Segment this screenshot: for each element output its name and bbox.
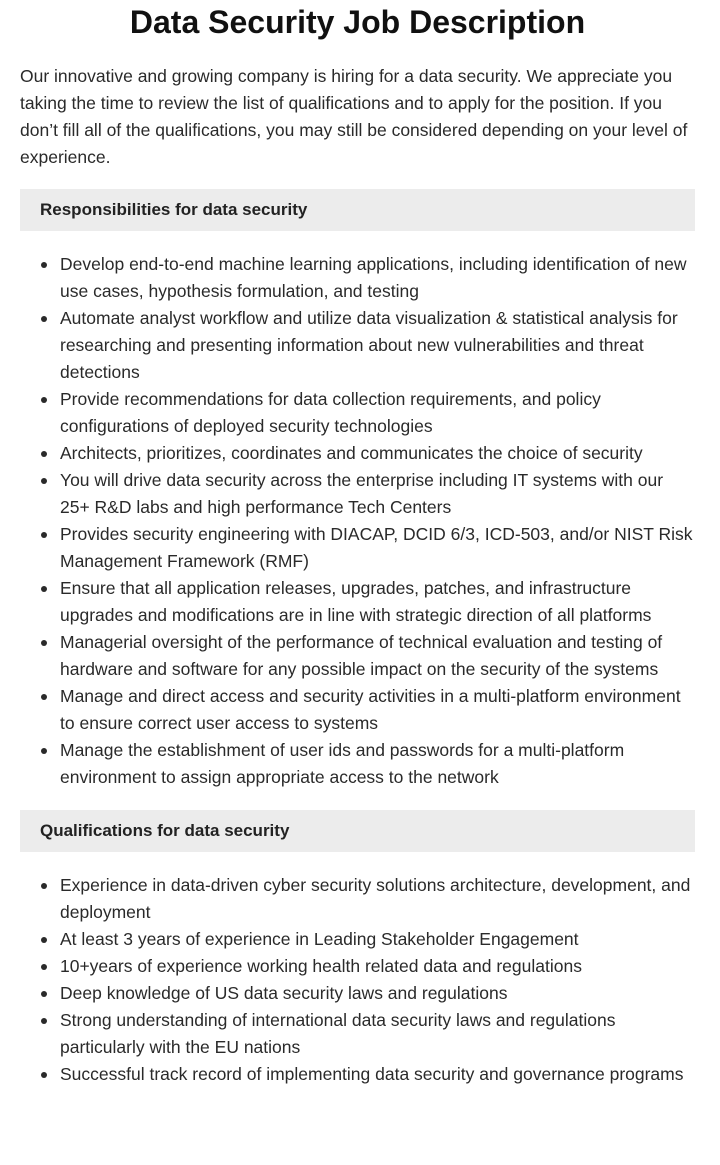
- list-item-text: Develop end-to-end machine learning applications, including identification of new use cases, hypothesis formulation, and testing: [60, 254, 687, 301]
- list-item-text: Provide recommendations for data collection requirements, and policy configurations of deployed security technologies: [60, 389, 601, 436]
- bullet-icon: [41, 316, 47, 322]
- bullet-icon: [41, 694, 47, 700]
- bullet-icon: [41, 964, 47, 970]
- list-item-text: Experience in data-driven cyber security solutions architecture, development, and deployment: [60, 875, 691, 922]
- bullet-icon: [41, 883, 47, 889]
- list-item: [20, 521, 695, 575]
- list-item: [20, 953, 695, 980]
- bullet-icon: [41, 532, 47, 538]
- list-item-text: Successful track record of implementing data security and governance programs: [60, 1064, 684, 1084]
- page-title: Data Security Job Description: [129, 4, 586, 40]
- bullet-icon: [41, 1018, 47, 1024]
- list-item-text: Managerial oversight of the performance of technical evaluation and testing of hardware and software for any possible impact on the security of the systems: [60, 632, 663, 679]
- list-item-text: Provides security engineering with DIACAP, DCID 6/3, ICD-503, and/or NIST Risk Management Framework (RMF): [60, 524, 693, 571]
- list-item: [20, 467, 695, 521]
- list-item: [20, 926, 695, 953]
- list-item: [20, 629, 695, 683]
- bullet-icon: [41, 748, 47, 754]
- bullet-icon: [41, 640, 47, 646]
- list-item: [20, 251, 695, 305]
- bullet-icon: [41, 937, 47, 943]
- bullet-icon: [41, 1072, 47, 1078]
- list-item-text: Architects, prioritizes, coordinates and communicates the choice of security: [60, 443, 643, 463]
- list-item: [20, 737, 695, 791]
- list-item-text: Strong understanding of international data security laws and regulations particularly with the EU nations: [60, 1010, 616, 1057]
- list-item-text: Manage and direct access and security activities in a multi-platform environment to ensure correct user access to systems: [60, 686, 681, 733]
- bullet-icon: [41, 586, 47, 592]
- list-item: [20, 980, 695, 1007]
- responsibilities-list: [20, 231, 695, 791]
- list-item: [20, 683, 695, 737]
- list-item-text: At least 3 years of experience in Leading Stakeholder Engagement: [60, 929, 579, 949]
- list-item-text: 10+years of experience working health related data and regulations: [60, 956, 582, 976]
- list-item-text: Ensure that all application releases, upgrades, patches, and infrastructure upgrades and modifications are in line with strategic direction of all platforms: [60, 578, 652, 625]
- intro-paragraph: Our innovative and growing company is hiring for a data security. We appreciate you taking the time to review the list of qualifications and to apply for the position. If you don’t fill all of the qualifications, you may still be considered depending on your level of experience.: [20, 66, 688, 167]
- bullet-icon: [41, 451, 47, 457]
- list-item: [20, 1061, 695, 1088]
- list-item: [20, 872, 695, 926]
- list-item-text: Manage the establishment of user ids and passwords for a multi-platform environment to assign appropriate access to the network: [60, 740, 625, 787]
- list-item: [20, 1007, 695, 1061]
- list-item: [20, 575, 695, 629]
- list-item: [20, 440, 695, 467]
- responsibilities-heading: Responsibilities for data security: [20, 189, 695, 231]
- bullet-icon: [41, 991, 47, 997]
- list-item: [20, 386, 695, 440]
- qualifications-list: [20, 852, 695, 1088]
- bullet-icon: [41, 397, 47, 403]
- list-item-text: You will drive data security across the enterprise including IT systems with our 25+ R&D labs and high performance Tech Centers: [60, 470, 664, 517]
- bullet-icon: [41, 262, 47, 268]
- list-item: [20, 305, 695, 386]
- list-item-text: Automate analyst workflow and utilize data visualization & statistical analysis for researching and presenting information about new vulnerabilities and threat detections: [60, 308, 678, 382]
- qualifications-heading: Qualifications for data security: [20, 810, 695, 852]
- list-item-text: Deep knowledge of US data security laws and regulations: [60, 983, 508, 1003]
- bullet-icon: [41, 478, 47, 484]
